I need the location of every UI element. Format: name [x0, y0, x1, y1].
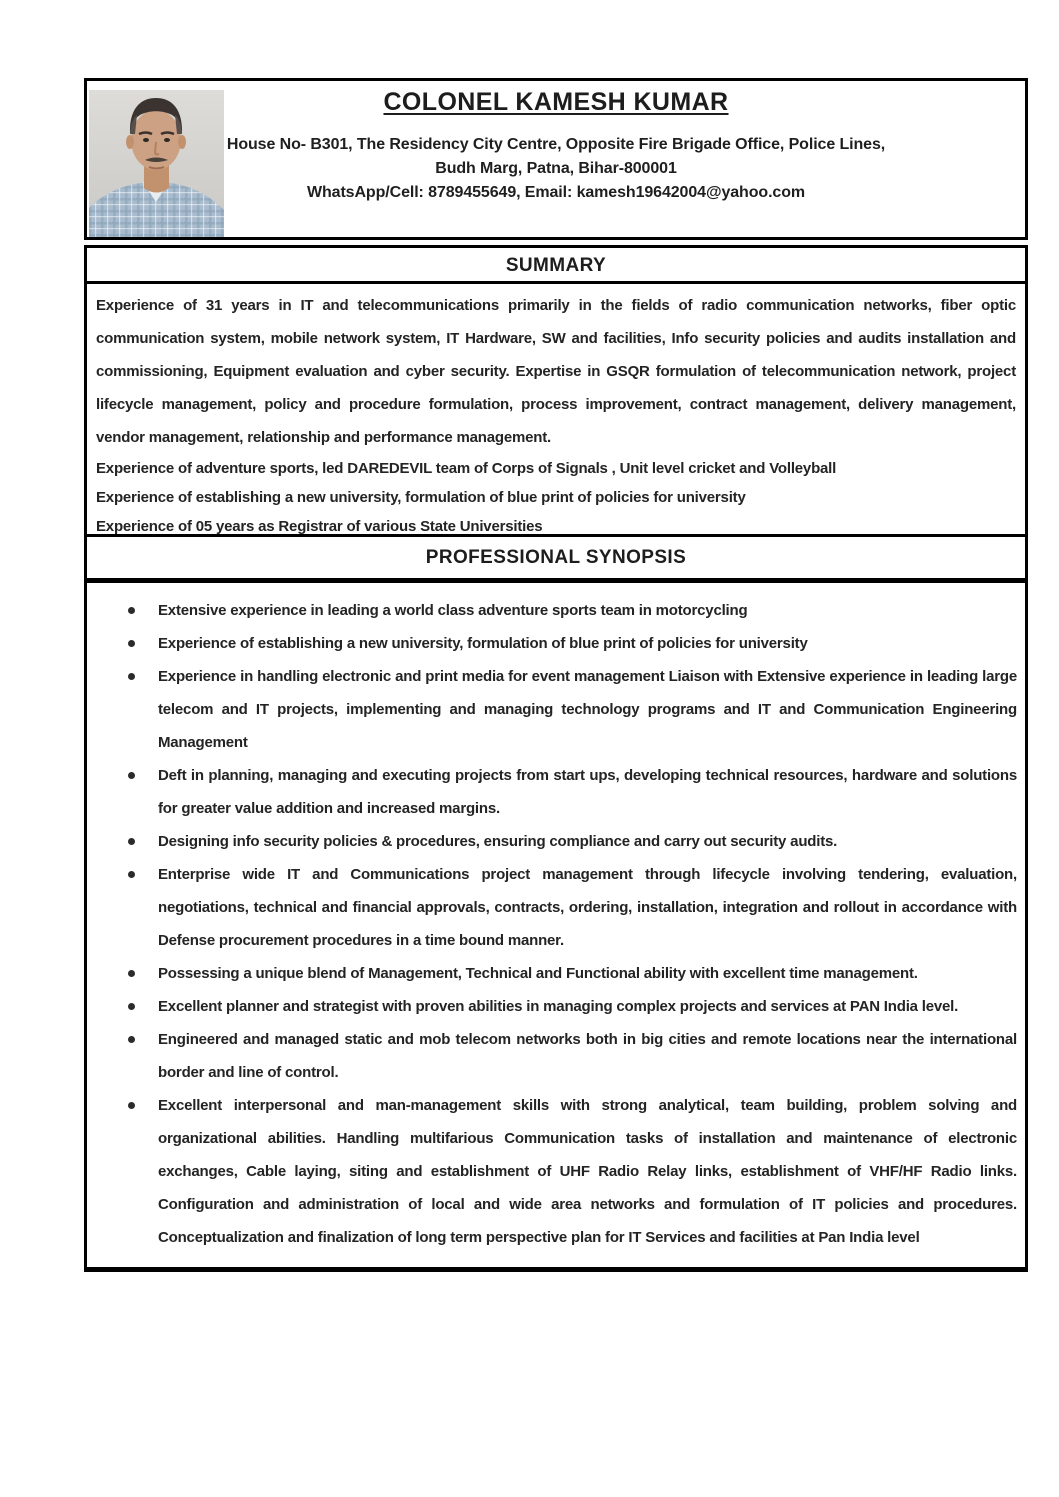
bullet-icon — [128, 970, 135, 977]
bullet-text: Experience of establishing a new university, formulation of blue print of policies for university — [158, 635, 808, 652]
summary-line: Experience of establishing a new university, formulation of blue print of policies for university — [96, 489, 746, 506]
list-item — [87, 858, 1017, 957]
list-item — [87, 957, 1017, 990]
address-line-1: House No- B301, The Residency City Centre, Opposite Fire Brigade Office, Police Lines, — [226, 136, 886, 153]
bullet-text: Enterprise wide IT and Communications project management through lifecycle involving tendering, evaluation, negotiations, technical and financial approvals, contracts, ordering, installation, integration and rollout in accordance with Defense procurement procedures in a time bound manner. — [158, 866, 1017, 949]
bullet-icon — [128, 1036, 135, 1043]
bullet-icon — [128, 871, 135, 878]
header-section — [84, 78, 1028, 240]
bullet-text: Engineered and managed static and mob telecom networks both in big cities and remote locations near the international border and line of control. — [158, 1031, 1017, 1081]
summary-paragraph: Experience of 31 years in IT and telecommunications primarily in the fields of radio communication networks, fiber optic communication system, mobile network system, IT Hardware, SW and facilities, Info security policies and audits installation and commissioning, Equipment evaluation and cyber security. Expertise in GSQR formulation of telecommunication network, project lifecycle management, policy and procedure formulation, process improvement, contract management, delivery management, vendor management, relationship and performance management. — [96, 297, 1016, 446]
list-item — [87, 990, 1017, 1023]
list-item — [87, 627, 1017, 660]
list-item — [87, 825, 1017, 858]
list-item — [87, 1089, 1017, 1254]
person-name: COLONEL KAMESH KUMAR — [383, 88, 729, 116]
bullet-text: Excellent interpersonal and man-management skills with strong analytical, team building, problem solving and organizational abilities. Handling multifarious Communication tasks of installation and maintenance of electronic exchanges, Cable laying, siting and establishment of UHF Radio Relay links, establishment of VHF/HF Radio links. Configuration and administration of local and wide area networks and formulation of IT policies and procedures. Conceptualization and finalization of long term perspective plan for IT Services and facilities at Pan India level — [158, 1097, 1017, 1246]
bullet-list — [87, 594, 1017, 1254]
bullet-text: Extensive experience in leading a world class adventure sports team in motorcycling — [158, 602, 748, 619]
synopsis-section — [84, 578, 1028, 1272]
header-text — [87, 81, 1025, 205]
summary-heading: SUMMARY — [84, 245, 1028, 284]
bullet-icon — [128, 640, 135, 647]
list-item — [87, 1023, 1017, 1089]
list-item — [87, 759, 1017, 825]
bullet-icon — [128, 1003, 135, 1010]
bullet-icon — [128, 838, 135, 845]
contact-line: WhatsApp/Cell: 8789455649, Email: kamesh19642004@yahoo.com — [306, 184, 806, 201]
list-item — [87, 594, 1017, 627]
summary-line: Experience of 05 years as Registrar of various State Universities — [96, 518, 543, 535]
address-line-2: Budh Marg, Patna, Bihar-800001 — [435, 160, 677, 177]
summary-section — [84, 281, 1028, 537]
address-block — [87, 133, 1025, 205]
bullet-text: Deft in planning, managing and executing projects from start ups, developing technical resources, hardware and solutions for greater value addition and increased margins. — [158, 767, 1017, 817]
summary-line: Experience of adventure sports, led DAREDEVIL team of Corps of Signals , Unit level cricket and Volleyball — [96, 460, 837, 477]
bullet-text: Possessing a unique blend of Management, Technical and Functional ability with excellent time management. — [158, 965, 918, 982]
resume-document — [84, 78, 1028, 1272]
list-item — [87, 660, 1017, 759]
bullet-icon — [128, 772, 135, 779]
synopsis-heading: PROFESSIONAL SYNOPSIS — [84, 534, 1028, 578]
bullet-text: Experience in handling electronic and print media for event management Liaison with Extensive experience in leading large telecom and IT projects, implementing and managing technology programs and IT and Communication Engineering Management — [158, 668, 1017, 751]
bullet-text: Designing info security policies & procedures, ensuring compliance and carry out security audits. — [158, 833, 838, 850]
bullet-icon — [128, 673, 135, 680]
bullet-icon — [128, 607, 135, 614]
bullet-icon — [128, 1102, 135, 1109]
bullet-text: Excellent planner and strategist with proven abilities in managing complex projects and services at PAN India level. — [158, 998, 959, 1015]
